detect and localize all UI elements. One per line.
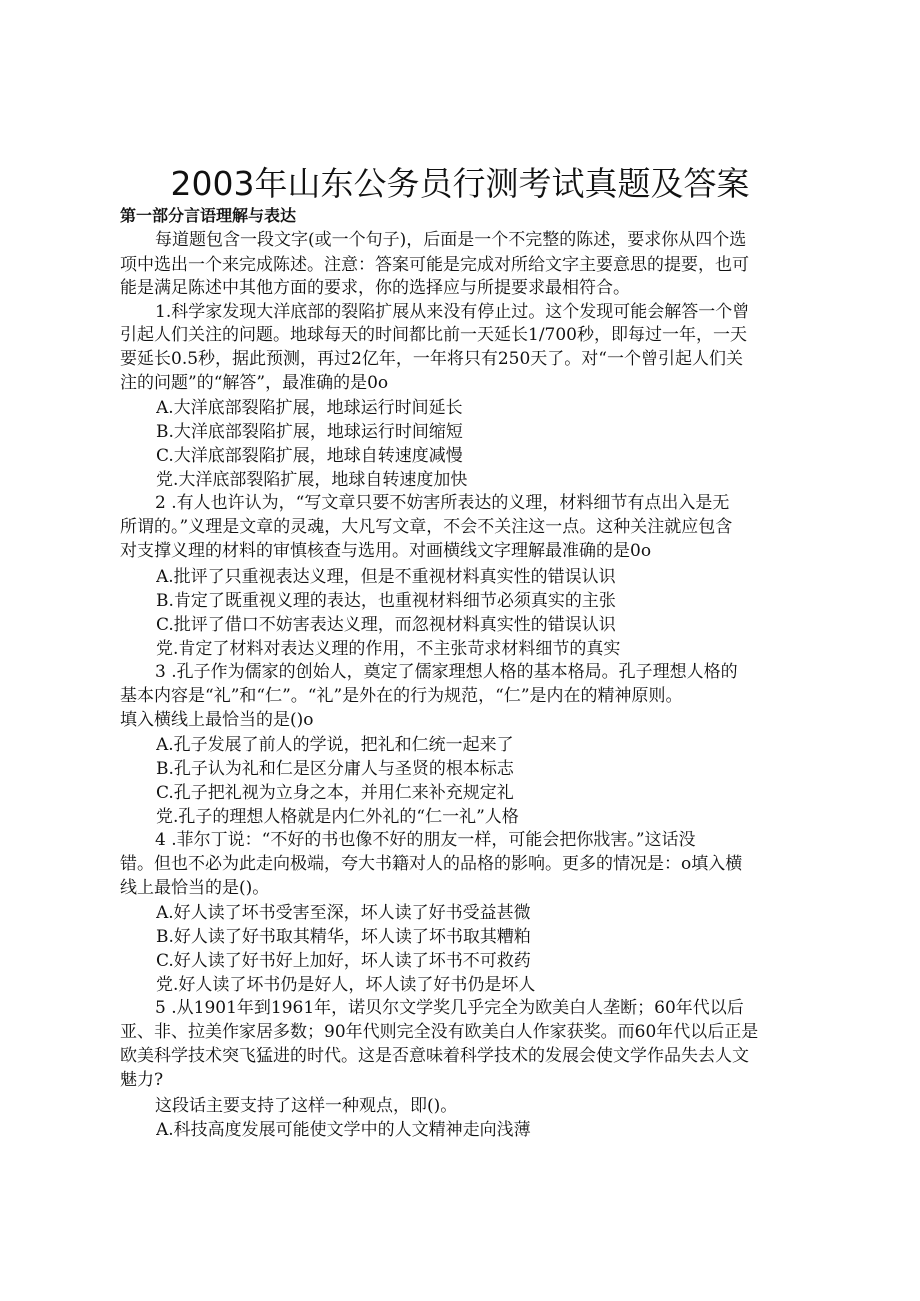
question-1-option-d: 党.大洋底部裂陷扩展，地球自转速度加快: [156, 470, 468, 490]
question-4-option-d: 党.好人读了坏书仍是好人，坏人读了好书仍是坏人: [156, 975, 536, 995]
question-5-stem: 亚、非、拉美作家居多数；90年代则完全没有欧美白人作家获奖。而60年代以后正是: [120, 1022, 759, 1042]
question-2-stem: 所谓的。”义理是文章的灵魂，大凡写文章，不会不关注这一点。这种关注就应包含: [120, 517, 733, 537]
question-4-option-a: A.好人读了坏书受害至深，坏人读了好书受益甚微: [156, 903, 531, 923]
question-3-option-b: B.孔子认为礼和仁是区分庸人与圣贤的根本标志: [156, 759, 514, 779]
question-5-stem: 魅力?: [120, 1070, 164, 1090]
question-1-option-b: B.大洋底部裂陷扩展，地球运行时间缩短: [156, 422, 463, 442]
question-3-stem: 基本内容是“礼”和“仁”。“礼”是外在的行为规范，“仁”是内在的精神原则。: [120, 686, 683, 706]
question-5-prompt: 这段话主要支持了这样一种观点，即()。: [155, 1096, 458, 1116]
question-2-option-a: A.批评了只重视表达义理，但是不重视材料真实性的错误认识: [156, 567, 616, 587]
question-4-option-b: B.好人读了好书取其精华，坏人读了坏书取其糟粕: [156, 927, 531, 947]
question-3-option-c: C.孔子把礼视为立身之本，并用仁来补充规定礼: [156, 783, 514, 803]
intro-line: 能是满足陈述中其他方面的要求，你的选择应与所提要求最相符合。: [120, 278, 630, 298]
intro-line: 每道题包含一段文字(或一个句子)，后面是一个不完整的陈述，要求你从四个选: [155, 230, 747, 250]
question-2-option-b: B.肯定了既重视义理的表达，也重视材料细节必须真实的主张: [156, 591, 616, 611]
question-2-stem: 对支撑义理的材料的审慎核查与选用。对画横线文字理解最准确的是0o: [120, 541, 652, 561]
question-5-stem: 5 .从1901年到1961年，诺贝尔文学奖几乎完全为欧美白人垄断；60年代以后: [155, 998, 744, 1018]
question-2-option-d: 党.肯定了材料对表达义理的作用，不主张苛求材料细节的真实: [156, 639, 621, 659]
question-3-option-d: 党.孔子的理想人格就是内仁外礼的“仁一礼”人格: [156, 807, 519, 827]
question-3-stem: 填入横线上最恰当的是()o: [120, 710, 314, 730]
document-title: 2003年山东公务员行测考试真题及答案: [170, 164, 750, 203]
question-1-stem: 1.科学家发现大洋底部的裂陷扩展从来没有停止过。这个发现可能会解答一个曾: [155, 302, 750, 322]
question-2-option-c: C.批评了借口不妨害表达义理，而忽视材料真实性的错误认识: [156, 615, 616, 635]
question-3-option-a: A.孔子发展了前人的学说，把礼和仁统一起来了: [156, 735, 514, 755]
question-4-stem: 线上最恰当的是()。: [120, 878, 270, 898]
question-5-option-a: A.科技高度发展可能使文学中的人文精神走向浅薄: [156, 1120, 531, 1140]
question-1-stem: 要延长0.5秒，据此预测，再过2亿年，一年将只有250天了。对“一个曾引起人们关: [120, 349, 743, 369]
question-1-option-c: C.大洋底部裂陷扩展，地球自转速度减慢: [156, 446, 463, 466]
question-3-stem: 3 .孔子作为儒家的创始人，奠定了儒家理想人格的基本格局。孔子理想人格的: [155, 662, 738, 682]
intro-line: 项中选出一个来完成陈述。注意：答案可能是完成对所给文字主要意思的提要，也可: [120, 255, 749, 275]
question-2-stem: 2 .有人也许认为，“写文章只要不妨害所表达的义理，材料细节有点出入是无: [155, 493, 730, 513]
question-1-stem: 注的问题”的“解答”，最准确的是0o: [120, 373, 389, 393]
question-4-option-c: C.好人读了好书好上加好，坏人读了坏书不可救药: [156, 951, 531, 971]
question-4-stem: 4 .菲尔丁说：“不好的书也像不好的朋友一样，可能会把你戕害。”这话没: [155, 830, 696, 850]
section-heading: 第一部分言语理解与表达: [120, 206, 297, 225]
question-5-stem: 欧美科学技术突飞猛进的时代。这是否意味着科学技术的发展会使文学作品失去人文: [120, 1046, 749, 1066]
question-4-stem: 错。但也不必为此走向极端，夸大书籍对人的品格的影响。更多的情况是：o填入横: [120, 854, 743, 874]
question-1-option-a: A.大洋底部裂陷扩展，地球运行时间延长: [156, 398, 463, 418]
question-1-stem: 引起人们关注的问题。地球每天的时间都比前一天延长1/700秒，即每过一年，一天: [120, 325, 747, 345]
